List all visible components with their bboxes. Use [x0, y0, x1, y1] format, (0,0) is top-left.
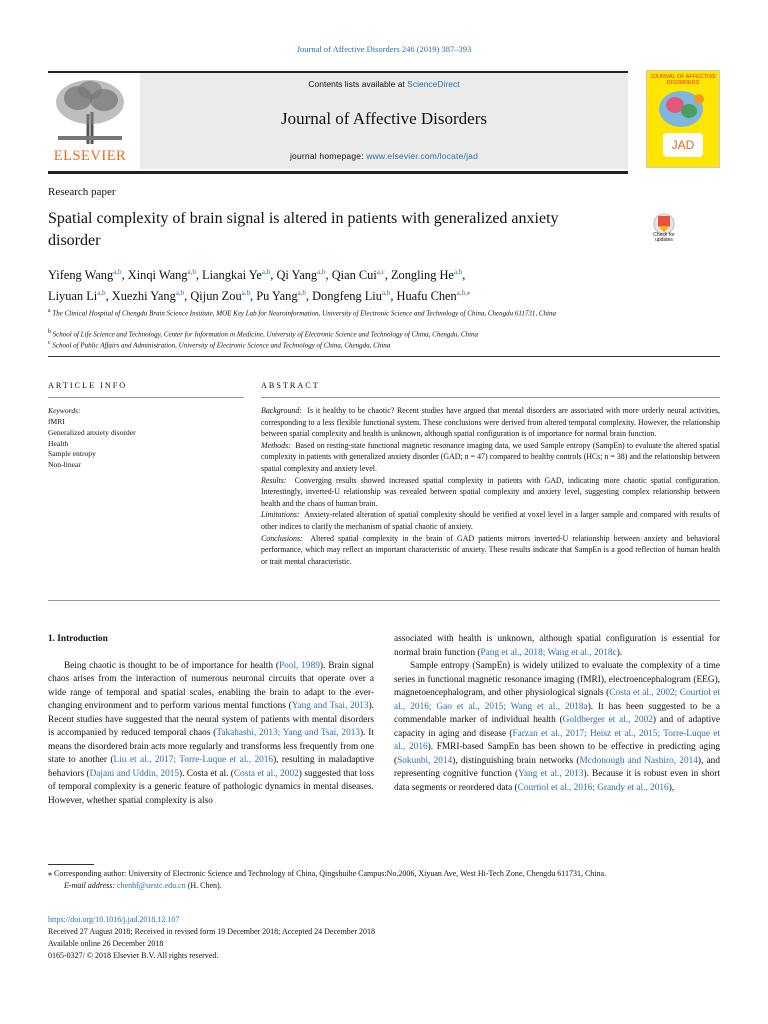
reference-link[interactable]: Takahashi, 2013; Yang and Tsai, 2013	[216, 728, 361, 738]
author[interactable]: Liangkai Ye$^{a,b}$	[202, 268, 271, 283]
cover-badge: JAD	[663, 133, 703, 157]
abstract-limitations: Limitations: Anxiety-related alteration of spatial complexity should be verified at voxel level in a larger sample and compared with results of other indices to clarify the mechanism of spatial chaotic of anxiety.	[261, 510, 721, 531]
reference-link[interactable]: Mcdonough and Nashiro, 2014	[579, 755, 698, 766]
keyword[interactable]: fMRI	[48, 417, 65, 426]
body-text: ), distinguishing brain networks (	[452, 755, 580, 766]
journal-citation-link[interactable]: Journal of Affective Disorders 246 (2019) 387–393	[296, 44, 472, 54]
body-text: ). It has been suggested to be a commendable marker of individual health (	[394, 701, 721, 725]
reference-link[interactable]: Courtiol et al., 2016; Grandy et al., 2016	[517, 782, 669, 793]
affiliation: $^a$ The Clinical Hospital of Chengdu Brain Science Institute, MOE Key Lab for Neuroinformation, University of Electronic Science and Technology of China, Chengdu 611731, China	[48, 308, 556, 318]
author[interactable]: Xinqi Wang$^{a,b}$	[127, 268, 196, 283]
body-text: ) suggested that loss of temporal complexity is a generic feature of pathologic dynamics in mental diseases. However, whether spatial complexity is also	[48, 768, 374, 806]
abstract-bottom-rule	[48, 600, 720, 601]
body-text: ). Because it is robust even in short data segments or reordered data (	[394, 769, 720, 793]
elsevier-wordmark: ELSEVIER	[53, 148, 127, 164]
reference-link[interactable]: Yang et al., 2013	[518, 769, 584, 779]
reference-link[interactable]: Costa et al., 2002; Courtiol et al., 2016; Gao et al., 2015; Wang et al., 2018a	[394, 688, 720, 712]
abstract-conclusions: Conclusions: Altered spatial complexity in the brain of GAD patients mirrors inverted-U relationship between anxiety and behavioral performance, which may reflect an important characteristic of anxiety. These results indicate that SampEn is a good reflection of human health or trait mental characteristic.	[261, 533, 720, 566]
reference-link[interactable]: Liu et al., 2017; Torre-Luque et al., 2016	[113, 755, 274, 765]
author-list: Yifeng Wang$^{a,b}$, Xinqi Wang$^{a,b}$, Liangkai Ye$^{a,b}$, Qi Yang$^{a,b}$, Qian Cui$^{a,c}$, Zongling He$^{a,b}$, Liyuan Li$^{a,b}$, Xuezhi Yang$^{a,b}$, Qijun Zou$^{a,b}$, Pu Yang$^{a,b}$, Dongfeng Liu$^{a,b}$, Huafu Chen$^{a,b,⁎}$	[48, 268, 471, 304]
keywords-label: Keywords:	[48, 406, 81, 415]
author[interactable]: Pu Yang$^{a,b}$	[256, 289, 306, 304]
reference-link[interactable]: Yang and Tsai, 2013	[291, 701, 369, 711]
author[interactable]: Zongling He$^{a,b}$	[390, 268, 463, 283]
header-divider	[48, 356, 720, 357]
affiliation: $^b$ School of Life Science and Technology, Center for Information in Medicine, University of Electronic Science and Technology of China, Chengdu, China	[48, 329, 479, 339]
contents-available-line	[140, 79, 628, 89]
email-link[interactable]: chenhf@uestc.edu.cn	[117, 881, 186, 890]
keywords-list	[48, 417, 136, 471]
author[interactable]: Liyuan Li$^{a,b}$	[48, 289, 106, 304]
email-line: E-mail address: chenhf@uestc.edu.cn (H. Chen).	[64, 881, 222, 890]
keyword[interactable]: Generalized anxiety disorder	[48, 427, 136, 437]
body-text: ). Recent studies have suggested that the neural system of patients with mental disorders is accompanied by reduced temporal chaos (	[48, 701, 374, 738]
section-heading-introduction: 1. Introduction	[48, 634, 108, 644]
contents-prefix: Contents lists available at	[308, 79, 408, 89]
body-text: Sample entropy (SampEn) is widely utilized to evaluate the complexity of a time series in functional magnetic resonance imaging (fMRI), electroencephalogram (EEG), magnetoencephalogram, and other physiological signals (	[394, 661, 720, 698]
corresponding-author: ⁎ Corresponding author: University of Electronic Science and Technology of China, Qingshuihe Campus:No.2006, Xiyuan Ave, West Hi-Tech Zone, Chengdu 611731, China.	[48, 869, 607, 878]
intro-paragraph	[394, 660, 720, 795]
abstract-heading: ABSTRACT	[261, 381, 320, 390]
body-text: ). It means the disordered brain acts more regularly and transforms less frequently from one state to another (	[48, 728, 374, 765]
author[interactable]: Qijun Zou$^{a,b}$	[190, 289, 250, 304]
body-text: ). FMRI-based SampEn has been shown to be effective in predicting aging (	[394, 742, 720, 766]
body-text: ) and of adaptive capacity in aging and disease (	[394, 715, 720, 739]
article-info-heading: ARTICLE INFO	[48, 381, 128, 390]
homepage-prefix: journal homepage:	[289, 151, 367, 161]
keyword[interactable]: Health	[48, 438, 69, 448]
author[interactable]: Qi Yang$^{a,b}$	[276, 268, 326, 283]
copyright: 0165-0327/ © 2018 Elsevier B.V. All rights reserved.	[48, 951, 219, 960]
body-text: ),	[668, 782, 675, 793]
journal-cover-image	[646, 70, 720, 168]
author[interactable]: Huafu Chen$^{a,b,⁎}$	[396, 289, 471, 304]
body-text: associated with health is unknown, although spatial configuration is essential for normal brain function (	[394, 634, 720, 658]
body-text: Being chaotic is thought to be of importance for health (	[64, 660, 279, 671]
body-text: ).	[616, 647, 623, 658]
cover-brain-illustration	[655, 85, 711, 131]
author[interactable]: Yifeng Wang$^{a,b}$	[48, 268, 122, 283]
intro-paragraph-continued	[394, 633, 720, 660]
homepage-url-link[interactable]: www.elsevier.com/locate/jad	[366, 151, 479, 161]
keyword[interactable]: Sample entropy	[48, 449, 96, 459]
journal-homepage-line	[140, 151, 628, 161]
check-for-updates-label: Check for updates	[653, 232, 675, 243]
body-column-left	[48, 633, 374, 808]
paper-type: Research paper	[48, 186, 116, 198]
abstract-rule	[261, 397, 720, 398]
article-metadata	[48, 914, 375, 962]
body-text: ). Brain signal chaos arises from the interaction of numerous neuronal circuits that operate over a wide range of temporal and spatial scales, enabling the brain to adapt to the ever-changing environment and to perform various mental functions (	[48, 660, 374, 711]
reference-link[interactable]: Pang et al., 2018; Wang et al., 2018c	[480, 647, 617, 658]
doi-link[interactable]: https://doi.org/10.1016/j.jad.2018.12.107	[48, 915, 180, 924]
body-column-right	[394, 633, 720, 795]
reference-link[interactable]: Costa et al., 2002	[233, 768, 299, 779]
author[interactable]: Qian Cui$^{a,c}$	[331, 268, 385, 283]
author[interactable]: Dongfeng Liu$^{a,b}$	[312, 289, 391, 304]
body-text: ), resulting in maladaptive behaviors (	[48, 755, 374, 779]
available-online: Available online 26 December 2018	[48, 939, 164, 948]
abstract-results: Results: Converging results showed increased spatial complexity in patients with GAD, indicating more chaotic spatial configuration. Interestingly, inverted-U relationship was revealed between spatial complexity and anxiety level, suggesting complex relationship between health and the chaos of human brain.	[261, 475, 720, 508]
abstract-background: Background: Is it healthy to be chaotic? Recent studies have argued that mental disorders are associated with more orderly neural activities, corresponding to a less flexible functional system. These conclusions were derived from altered temporal complexity. However, the relationship between spatial complexity and health is unknown, although spatial configuration is of importance for normal brain function.	[261, 406, 720, 439]
keyword[interactable]: Non-linear	[48, 460, 81, 470]
article-info-rule	[48, 397, 244, 398]
paper-title: Spatial complexity of brain signal is altered in patients with generalized anxiety disorder	[48, 210, 559, 249]
author[interactable]: Xuezhi Yang$^{a,b}$	[111, 289, 185, 304]
reference-link[interactable]: Dajani and Uddin, 2015	[89, 768, 180, 779]
reference-link[interactable]: Farzan et al., 2017; Heisz et al., 2015; Torre-Luque et al., 2016	[394, 728, 720, 752]
reference-link[interactable]: Pool, 1989	[279, 660, 320, 671]
abstract-body	[261, 405, 720, 567]
cover-title: JOURNAL OF AFFECTIVE DISORDERS	[649, 74, 717, 86]
banner-bottom-rule	[48, 171, 628, 174]
footnote-rule	[48, 864, 94, 865]
corresponding-author-footnote	[48, 868, 720, 892]
intro-paragraph	[48, 660, 374, 809]
reference-link[interactable]: Sokunbi, 2014	[397, 755, 453, 766]
abstract-methods: Methods: Based on resting-state functional magnetic resonance imaging data, we used Sample entropy (SampEn) to evaluate the altered spatial complexity in patients with generalized anxiety disorder (GAD; n = 47) compared to healthy controls (HCs; n = 38) and the relationship between spatial complexity and anxiety level.	[261, 440, 720, 473]
affiliation: $^c$ School of Public Affairs and Administration, University of Electronic Science and Technology of China, Chengdu, China	[48, 340, 391, 350]
reference-link[interactable]: Goldberger et al., 2002	[562, 715, 653, 725]
body-text: ), and representing cognitive function (	[394, 755, 720, 779]
journal-name: Journal of Affective Disorders	[281, 109, 487, 128]
sciencedirect-link[interactable]: ScienceDirect	[407, 79, 460, 89]
body-text: ). Costa et al. (	[179, 768, 234, 779]
received-dates: Received 27 August 2018; Received in revised form 19 December 2018; Accepted 24 December 2018	[48, 927, 376, 936]
